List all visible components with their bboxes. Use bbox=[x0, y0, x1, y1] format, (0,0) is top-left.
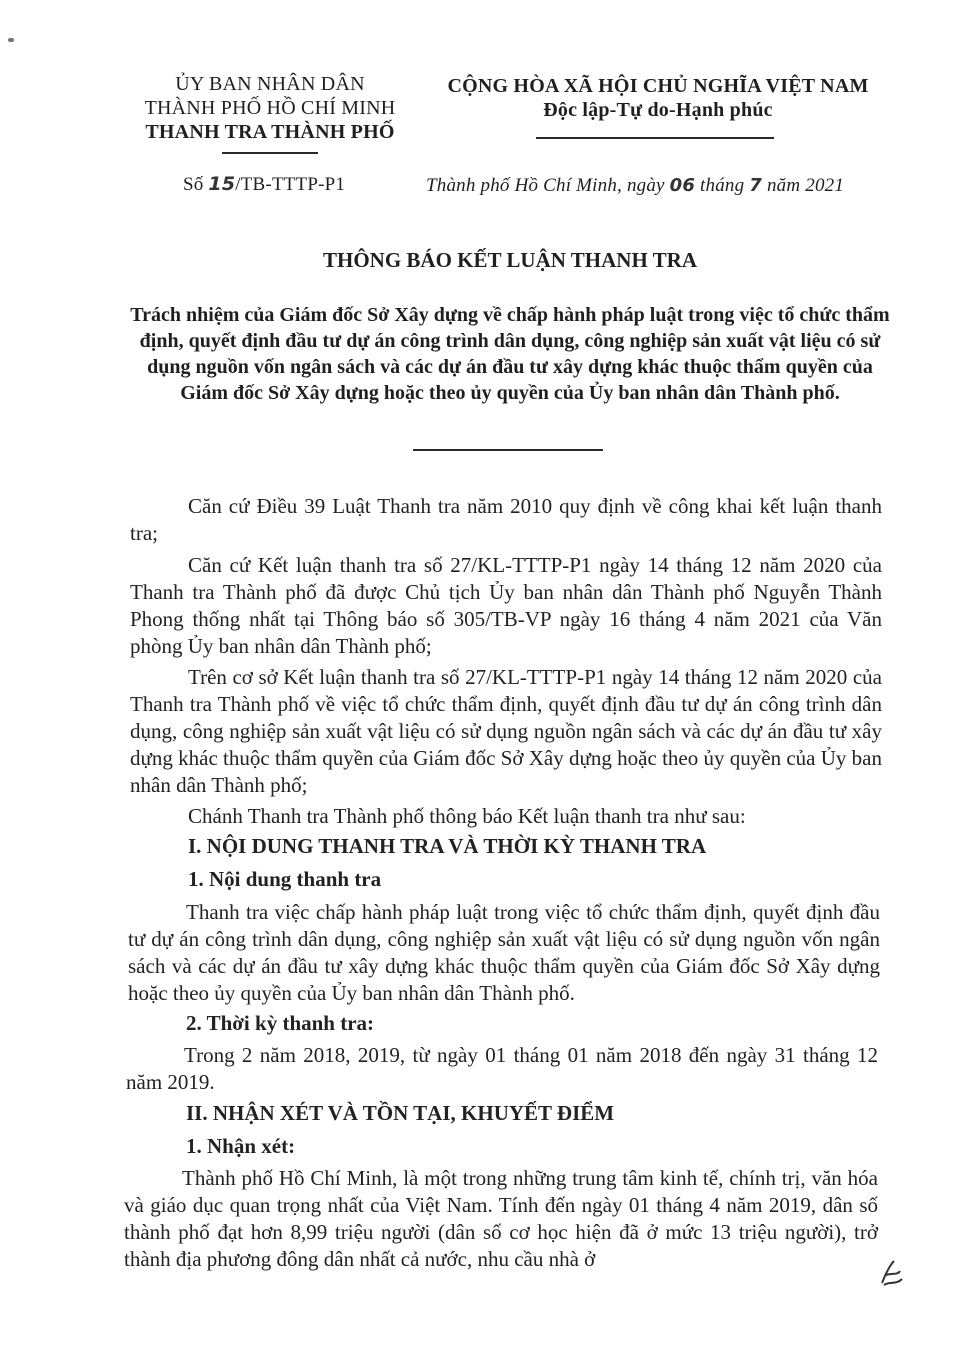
initial-signature-mark bbox=[876, 1255, 906, 1289]
paragraph-announcement: Chánh Thanh tra Thành phố thông báo Kết luận thanh tra như sau: bbox=[188, 804, 746, 828]
issuer-line-3: THANH TRA THÀNH PHỐ bbox=[145, 121, 395, 143]
document-subtitle: Trách nhiệm của Giám đốc Sở Xây dựng về chấp hành pháp luật trong việc tổ chức thẩm định, quyết định đầu tư dự án công trình dân dụng, công nghiệp sản xuất vật liệu có sử dụng nguồn vốn ngân sách và các dự án đầu tư xây dựng khác thuộc thẩm quyền của Giám đốc Sở Xây dựng hoặc theo ủy quyền của Ủy ban nhân dân Thành phố. bbox=[130, 304, 890, 404]
paragraph-basis-1: Căn cứ Điều 39 Luật Thanh tra năm 2010 quy định về công khai kết luận thanh tra; bbox=[130, 494, 882, 545]
subtitle-underline bbox=[413, 449, 603, 451]
motto-underline bbox=[536, 137, 774, 139]
paragraph-basis-2: Căn cứ Kết luận thanh tra số 27/KL-TTTP-P1 ngày 14 tháng 12 năm 2020 của Thanh tra Thành phố đã được Chủ tịch Ủy ban nhân dân Thành phố Nguyễn Thành Phong thống nhất tại Thông báo số 305/TB-VP ngày 16 tháng 4 năm 2021 của Văn phòng Ủy ban nhân dân Thành phố; bbox=[130, 553, 882, 658]
subsection-heading-2-1: 1. Nhận xét: bbox=[186, 1134, 296, 1158]
national-motto-block bbox=[418, 74, 898, 122]
section-heading-1: I. NỘI DUNG THANH TRA VÀ THỜI KỲ THANH TRA bbox=[188, 834, 707, 858]
issuer-underline bbox=[222, 152, 318, 154]
subsection-heading-1-2: 2. Thời kỳ thanh tra: bbox=[186, 1011, 375, 1035]
date-month: 7 bbox=[749, 175, 763, 196]
date-line bbox=[426, 174, 844, 198]
paragraph-basis-3: Trên cơ sở Kết luận thanh tra số 27/KL-TTTP-P1 ngày 14 tháng 12 năm 2020 của Thanh tra Thành phố về việc tổ chức thẩm định, quyết định đầu tư dự án công trình dân dụng, công nghiệp sản xuất vật liệu có sử dụng nguồn ngân sách và các dự án đầu tư xây dựng khác thuộc thẩm quyền của Giám đốc Sở Xây dựng hoặc theo ủy quyền của Ủy ban nhân dân Thành phố; bbox=[130, 665, 882, 797]
document-number bbox=[183, 172, 345, 197]
scan-speck bbox=[8, 38, 14, 42]
subsection-heading-1-1: 1. Nội dung thanh tra bbox=[188, 867, 382, 891]
document-title: THÔNG BÁO KẾT LUẬN THANH TRA bbox=[323, 248, 697, 272]
country-name: CỘNG HÒA XÃ HỘI CHỦ NGHĨA VIỆT NAM bbox=[447, 75, 869, 97]
doc-number-handwritten: 15 bbox=[208, 173, 236, 195]
issuer-line-2: THÀNH PHỐ HỒ CHÍ MINH bbox=[144, 97, 396, 119]
doc-number-prefix: Số bbox=[183, 174, 204, 195]
paragraph-remarks: Thành phố Hồ Chí Minh, là một trong những trung tâm kinh tế, chính trị, văn hóa và giáo dục quan trọng nhất của Việt Nam. Tính đến ngày 01 tháng 4 năm 2019, dân số thành phố đạt hơn 8,99 triệu người (dân số cơ học hiện đã ở mức 13 triệu người), trở thành địa phương đông dân nhất cả nước, nhu cầu nhà ở bbox=[124, 1166, 878, 1271]
doc-number-suffix: /TB-TTTP-P1 bbox=[235, 174, 346, 195]
motto: Độc lập-Tự do-Hạnh phúc bbox=[543, 99, 773, 121]
paragraph-inspection-period: Trong 2 năm 2018, 2019, từ ngày 01 tháng 01 năm 2018 đến ngày 31 tháng 12 năm 2019. bbox=[126, 1043, 878, 1094]
issuer-line-1: ỦY BAN NHÂN DÂN bbox=[175, 73, 365, 95]
section-heading-2: II. NHẬN XÉT VÀ TỒN TẠI, KHUYẾT ĐIỂM bbox=[186, 1101, 615, 1125]
date-part-1: Thành phố Hồ Chí Minh, ngày bbox=[426, 175, 665, 196]
paragraph-inspection-content: Thanh tra việc chấp hành pháp luật trong việc tổ chức thẩm định, quyết định đầu tư dự án công trình dân dụng, công nghiệp sản xuất vật liệu có sử dụng nguồn vốn ngân sách và các dự án đầu tư xây dựng khác thuộc thẩm quyền của Giám đốc Sở Xây dựng hoặc theo ủy quyền của Ủy ban nhân dân Thành phố. bbox=[128, 900, 880, 1005]
issuer-block bbox=[120, 72, 420, 144]
date-part-3: năm 2021 bbox=[766, 175, 845, 196]
date-day: 06 bbox=[669, 175, 696, 196]
date-part-2: tháng bbox=[700, 175, 745, 196]
